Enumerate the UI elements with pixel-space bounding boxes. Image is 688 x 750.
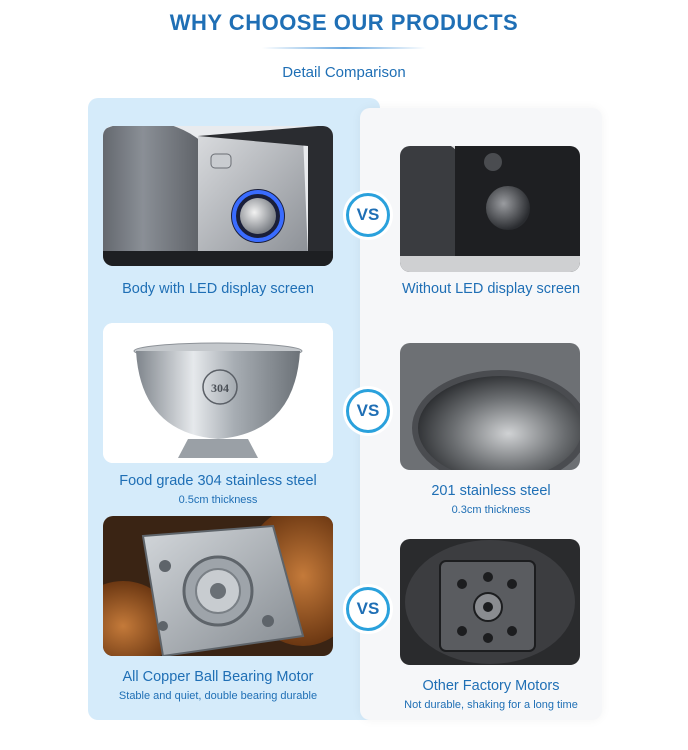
title-divider [262, 47, 426, 49]
theirs-motor-title: Other Factory Motors [422, 678, 560, 694]
theirs-steel-title: 201 stainless steel [431, 483, 551, 499]
ours-copper-motor-image [103, 516, 333, 656]
factory-motor-illustration [400, 539, 580, 665]
theirs-201-bowl-image [400, 343, 580, 470]
theirs-no-led-image [400, 146, 580, 272]
page-title: WHY CHOOSE OUR PRODUCTS [169, 10, 519, 35]
ours-steel-title: Food grade 304 stainless steel [119, 473, 317, 489]
vs-badge-1: VS [346, 193, 390, 237]
theirs-motor-image [400, 539, 580, 665]
ours-led-body-image [103, 126, 333, 266]
inferior-bowl-illustration [400, 343, 580, 470]
vs-badge-2: VS [346, 389, 390, 433]
theirs-led-title: Without LED display screen [401, 281, 581, 297]
ours-motor-title: All Copper Ball Bearing Motor [122, 669, 314, 685]
vs-badge-3: VS [346, 587, 390, 631]
theirs-steel-subtitle: 0.3cm thickness [451, 504, 531, 516]
led-mixer-body-illustration [103, 126, 333, 266]
page-subtitle: Detail Comparison [282, 64, 406, 81]
copper-motor-illustration [103, 516, 333, 656]
ours-motor-subtitle: Stable and quiet, double bearing durable [118, 690, 318, 702]
stainless-bowl-illustration [103, 323, 333, 463]
ours-304-bowl-image [103, 323, 333, 463]
theirs-motor-subtitle: Not durable, shaking for a long time [404, 699, 578, 711]
bowl-stamp-text: 304 [211, 381, 229, 395]
plain-mixer-body-illustration [400, 146, 580, 272]
ours-led-title: Body with LED display screen [122, 281, 314, 297]
ours-steel-subtitle: 0.5cm thickness [178, 494, 258, 506]
